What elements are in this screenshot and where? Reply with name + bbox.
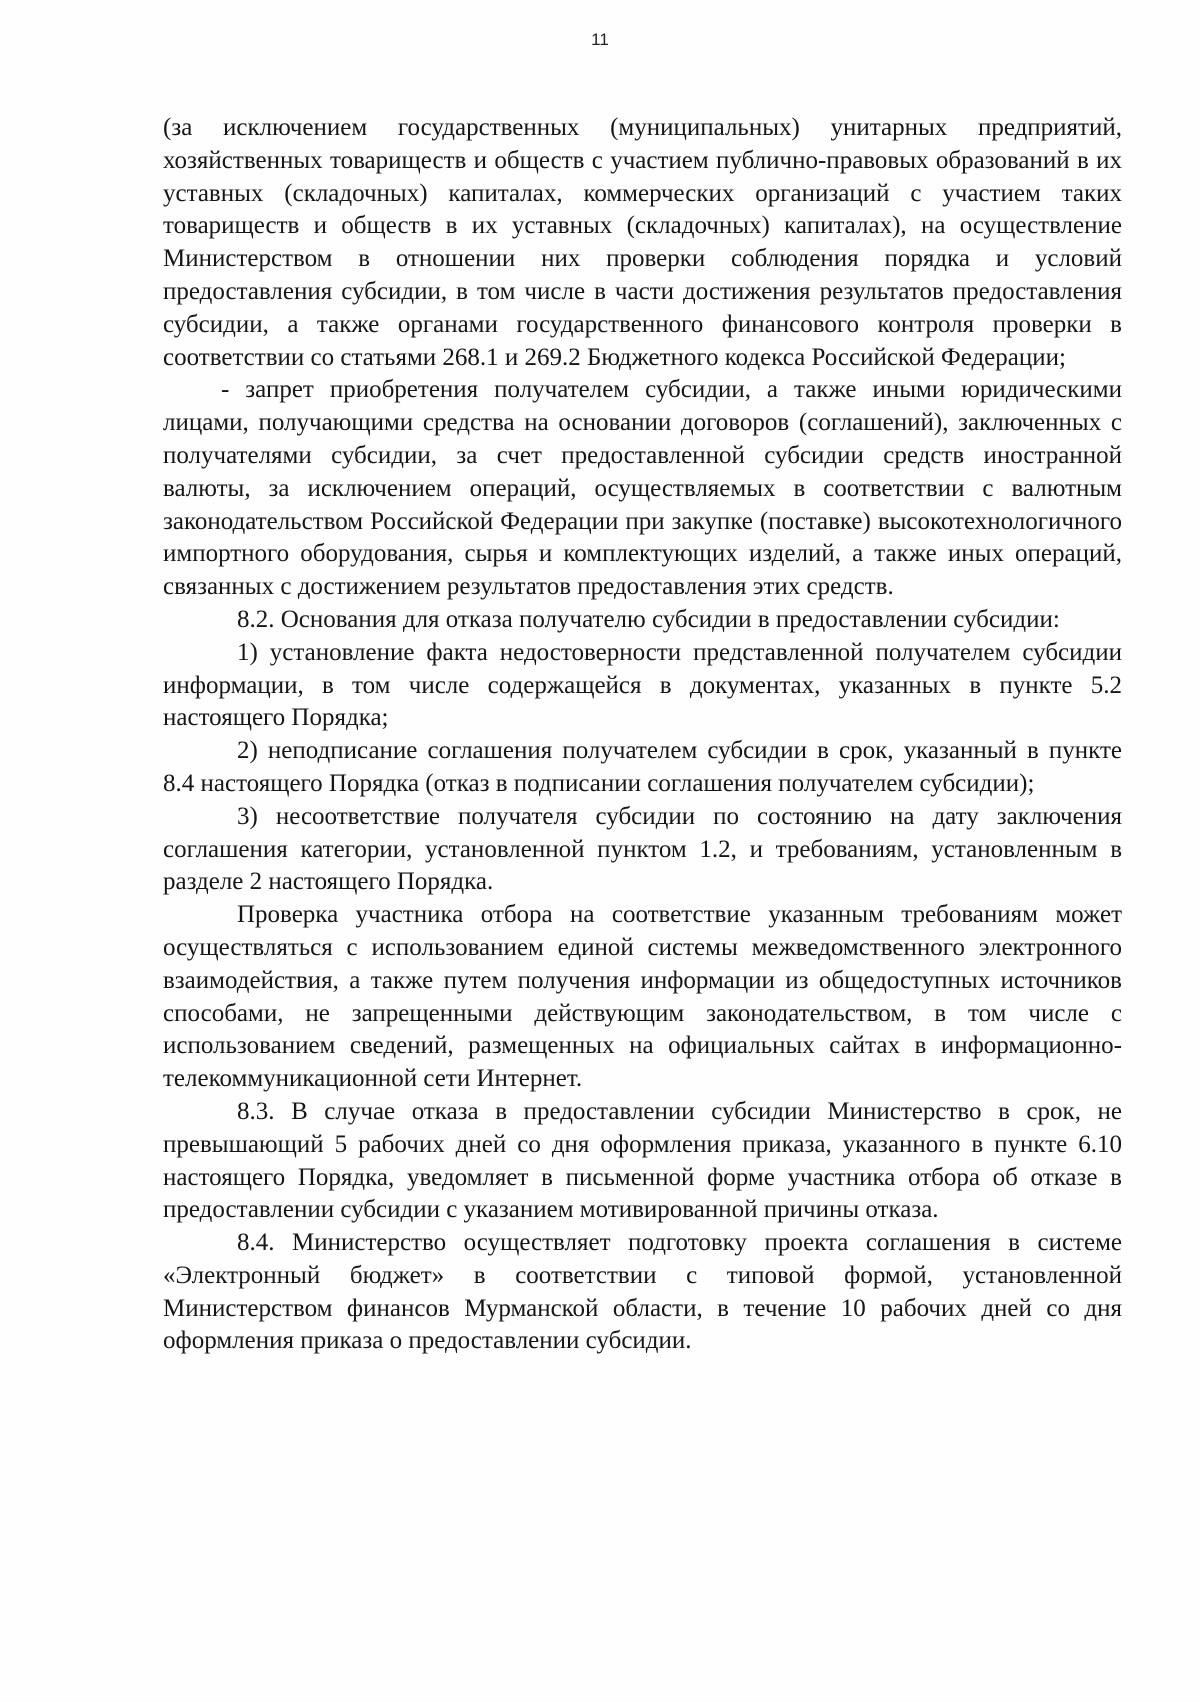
paragraph-8-2-heading: 8.2. Основания для отказа получателю субсидии в предоставлении субсидии: [237,605,1060,633]
document-body [163,112,1122,1358]
paragraph-8-4: 8.4. Министерство осуществляет подготовку проекта соглашения в системе «Электронный бюджет» в соответствии с типовой формой, установленной Министерством финансов Мурманской области, в течение 10 рабочих дней со дня оформления приказа о предоставлении субсидии. [163,1229,1122,1355]
list-item-8-2-2: 2) неподписание соглашения получателем субсидии в срок, указанный в пункте 8.4 настоящего Порядка (отказ в подписании соглашения получателем субсидии); [163,737,1122,797]
paragraph-consent-continuation: (за исключением государственных (муниципальных) унитарных предприятий, хозяйственных товариществ и обществ с участием публично-правовых образований в их уставных (складочных) капиталах, коммерческих организаций с участием таких товариществ и обществ в их уставных (складочных) капиталах), на осуществление Министерством в отношении них проверки соблюдения порядка и условий предоставления субсидии, в том числе в части достижения результатов предоставления субсидии, а также органами государственного финансового контроля проверки в соответствии со статьями 268.1 и 269.2 Бюджетного кодекса Российской Федерации; [163,114,1122,371]
paragraph-verification: Проверка участника отбора на соответствие указанным требованиям может осуществляться с использованием единой системы межведомственного электронного взаимодействия, а также путем получения информации из общедоступных источников способами, не запрещенными действующим законодательством, в том числе с использованием сведений, размещенных на официальных сайтах в информационно-телекоммуникационной сети Интернет. [163,901,1122,1093]
list-item-8-2-3: 3) несоответствие получателя субсидии по состоянию на дату заключения соглашения категории, установленной пунктом 1.2, и требованиям, установленным в разделе 2 настоящего Порядка. [163,802,1122,896]
paragraph-currency-ban: - запрет приобретения получателем субсидии, а также иными юридическими лицами, получающими средства на основании договоров (соглашений), заключенных с получателями субсидии, за счет предоставленной субсидии средств иностранной валюты, за исключением операций, осуществляемых в соответствии с валютным законодательством Российской Федерации при закупке (поставке) высокотехнологичного импортного оборудования, сырья и комплектующих изделий, а также иных операций, связанных с достижением результатов предоставления этих средств. [163,376,1122,601]
paragraph-8-3: 8.3. В случае отказа в предоставлении субсидии Министерство в срок, не превышающий 5 рабочих дней со дня оформления приказа, указанного в пункте 6.10 настоящего Порядка, уведомляет в письменной форме участника отбора об отказе в предоставлении субсидии с указанием мотивированной причины отказа. [163,1097,1122,1224]
list-item-8-2-1: 1) установление факта недостоверности представленной получателем субсидии информации, в том числе содержащейся в документах, указанных в пункте 5.2 настоящего Порядка; [163,638,1122,732]
page-number: 11 [591,30,609,49]
